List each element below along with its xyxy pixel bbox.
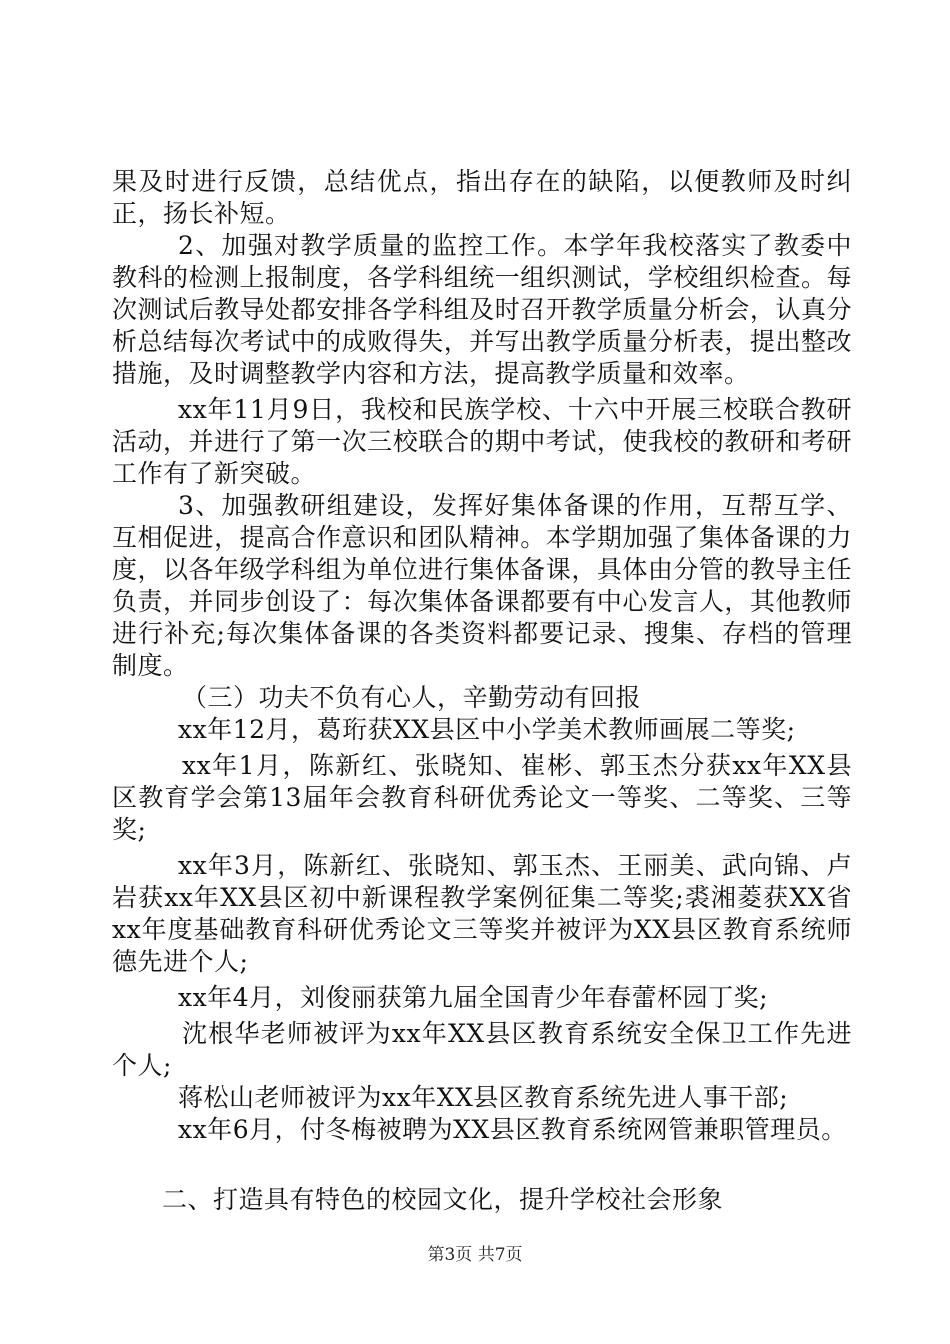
section-heading: 二、打造具有特色的校园文化，提升学校社会形象 [162,1185,724,1214]
paragraph-subheading-awards: （三）功夫不负有心人，辛勤劳动有回报 [182,683,642,712]
paragraph-award-april: xx年4月，刘俊丽获第九届全国青少年春蕾杯园丁奖; [178,983,769,1012]
paragraph-award-march: xx年3月，陈新红、张晓知、郭玉杰、王丽美、武向锦、卢岩获xx年XX县区初中新课程教学案例征集二等奖;裘湘菱获XX省xx年度基础教育科研优秀论文三等奖并被评为XX县区教育系统师德先进个人; [112,851,852,976]
paragraph-award-june: xx年6月，付冬梅被聘为XX县区教育系统网管兼职管理员。 [178,1115,847,1144]
paragraph-quality-monitoring: 2、加强对教学质量的监控工作。本学年我校落实了教委中教科的检测上报制度，各学科组统一组织测试，学校组织检查。每次测试后教导处都安排各学科组及时召开教学质量分析会，认真分析总结每次考试中的成败得失，并写出教学质量分析表，提出整改措施，及时调整教学内容和方法，提高教学质量和效率。 [112,231,852,388]
paragraph-research-group: 3、加强教研组建设，发挥好集体备课的作用，互帮互学、互相促进，提高合作意识和团队精神。本学期加强了集体备课的力度，以各年级学科组为单位进行集体备课，具体由分管的教导主任负责，并同步创设了：每次集体备课都要有中心发言人，其他教师进行补充;每次集体备课的各类资料都要记录、搜集、存档的管理制度。 [112,491,852,680]
paragraph-award-security: 沈根华老师被评为xx年XX县区教育系统安全保卫工作先进个人; [112,1019,852,1080]
page-number-footer: 第3页 共7页 [427,1245,523,1265]
paragraph-feedback-continuation: 果及时进行反馈，总结优点，指出存在的缺陷，以便教师及时纠正，扬长补短。 [112,167,852,228]
paragraph-award-december: xx年12月，葛珩获XX县区中小学美术教师画展二等奖; [178,715,796,744]
paragraph-award-personnel: 蒋松山老师被评为xx年XX县区教育系统先进人事干部; [178,1083,789,1112]
paragraph-joint-research: xx年11月9日，我校和民族学校、十六中开展三校联合教研活动，并进行了第一次三校联合的期中考试，使我校的教研和考研工作有了新突破。 [112,395,852,488]
paragraph-award-january: xx年1月，陈新红、张晓知、崔彬、郭玉杰分获xx年XX县区教育学会第13届年会教育科研优秀论文一等奖、二等奖、三等奖; [112,751,852,844]
document-body [112,166,852,1216]
